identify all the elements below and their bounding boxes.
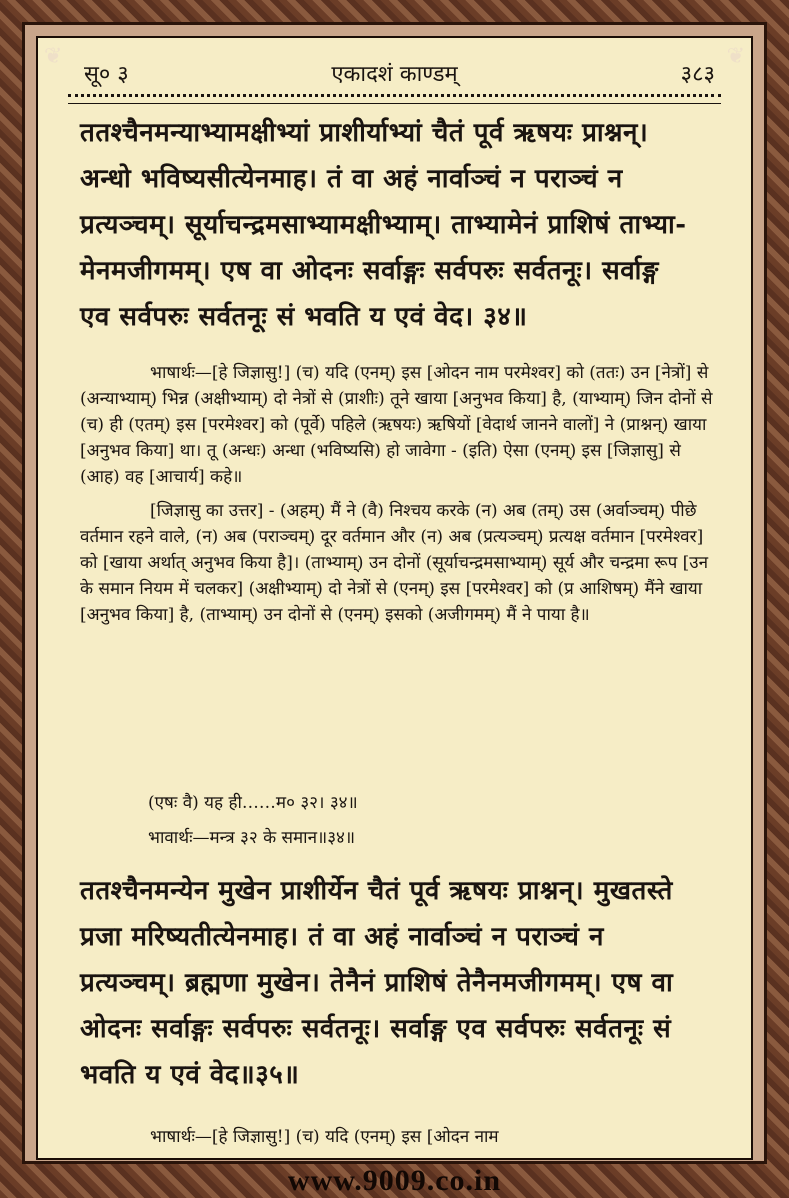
page-number: ३८३	[680, 62, 715, 87]
bhashartha-34	[80, 360, 725, 636]
page-header	[70, 52, 719, 88]
header-divider	[68, 94, 721, 104]
scripture-page	[36, 36, 753, 1160]
verse-line: भवति य एवं वेद॥३५॥	[80, 1060, 300, 1090]
verse-line: ततश्चैनमन्याभ्यामक्षीभ्यां प्राशीर्याभ्यां चैतं पूर्व ऋषयः प्राश्नन्।	[80, 118, 649, 148]
reference-note: (एषः वै) यह ही……म० ३२। ३४॥	[148, 793, 358, 813]
translation-paragraph: भाषार्थः—[हे जिज्ञासु!] (च) यदि (एनम्) इस [ओदन नाम	[150, 1127, 499, 1147]
verse-line: प्रत्यञ्चम्। ब्रह्मणा मुखेन। तेनैनं प्राशिषं तेनैनमजीगमम्। एष वा	[80, 968, 674, 998]
website-watermark: www.9009.co.in	[287, 1164, 502, 1197]
verse-line: प्रजा मरिष्यतीत्येनमाह। तं वा अहं नार्वाञ्चं न पराञ्चं न	[80, 922, 604, 952]
corner-scroll-icon: ❦	[44, 44, 63, 69]
sukta-number: सू० ३	[84, 62, 129, 87]
translation-paragraph: [जिज्ञासु का उत्तर] - (अहम्) मैं ने (वै) निश्चय करके (न) अब (तम्) उस (अर्वाञ्चम्) पीछे वर्तमान रहने वाले, (न) अब (पराञ्चम्) दूर वर्तमान और (न) अब (प्रत्यञ्चम्) प्रत्यक्ष वर्तमान [परमेश्वर] को [खाया अर्थात् अनुभव किया है]। (ताभ्याम्) उन दोनों (सूर्याचन्द्रमसाभ्याम्) सूर्य और चन्द्रमा रूप [उन के समान नियम में चलकर] (अक्षीभ्याम्) दो नेत्रों से (एनम्) इस [परमेश्वर] को (प्र आशिषम्) मैंने खाया [अनुभव किया] है, (ताभ्याम्) उन दोनों से (एनम्) इसको (अजीगमम्) मैं ने पाया है॥	[80, 501, 709, 625]
kanda-title: एकादशं काण्डम्	[331, 62, 458, 87]
corner-scroll-icon: ❦	[726, 44, 745, 69]
verse-34	[80, 110, 735, 340]
verse-line: अन्धो भविष्यसीत्येनमाह। तं वा अहं नार्वाञ्चं न पराञ्चं न	[80, 164, 623, 194]
bhavartha-note: भावार्थः—मन्त्र ३२ के समान॥३४॥	[148, 828, 356, 848]
verse-line: मेनमजीगमम्। एष वा ओदनः सर्वाङ्गः सर्वपरुः सर्वतनूः। सर्वाङ्ग	[80, 256, 659, 286]
verse-line: ततश्चैनमन्येन मुखेन प्राशीर्येन चैतं पूर्व ऋषयः प्राश्नन्। मुखतस्ते	[80, 876, 673, 906]
verse-line: प्रत्यञ्चम्। सूर्याचन्द्रमसाभ्यामक्षीभ्याम्। ताभ्यामेनं प्राशिषं ताभ्या-	[80, 210, 687, 240]
verse-35	[80, 868, 735, 1098]
translation-paragraph: भाषार्थः—[हे जिज्ञासु!] (च) यदि (एनम्) इस [ओदन नाम परमेश्वर] को (ततः) उन [नेत्रों] से (अन्याभ्याम्) भिन्न (अक्षीभ्याम्) दो नेत्रों से (प्राशीः) तूने खाया [अनुभव किया] है, (याभ्याम्) जिन दोनों से (च) ही (एतम्) इस [परमेश्वर] को (पूर्वे) पहिले (ऋषयः) ऋषियों [वेदार्थ जानने वालों] ने (प्राश्नन्) खाया [अनुभव किया] था। तू (अन्धः) अन्धा (भविष्यसि) हो जावेगा - (इति) ऐसा (एनम्) इस [जिज्ञासु] से (आह) वह [आचार्य] कहे॥	[80, 363, 713, 487]
verse-line: ओदनः सर्वाङ्गः सर्वपरुः सर्वतनूः। सर्वाङ्ग एव सर्वपरुः सर्वतनूः सं	[80, 1014, 672, 1044]
bhashartha-35	[80, 1124, 725, 1158]
verse-line: एव सर्वपरुः सर्वतनूः सं भवति य एवं वेद। ३४॥	[80, 302, 528, 332]
